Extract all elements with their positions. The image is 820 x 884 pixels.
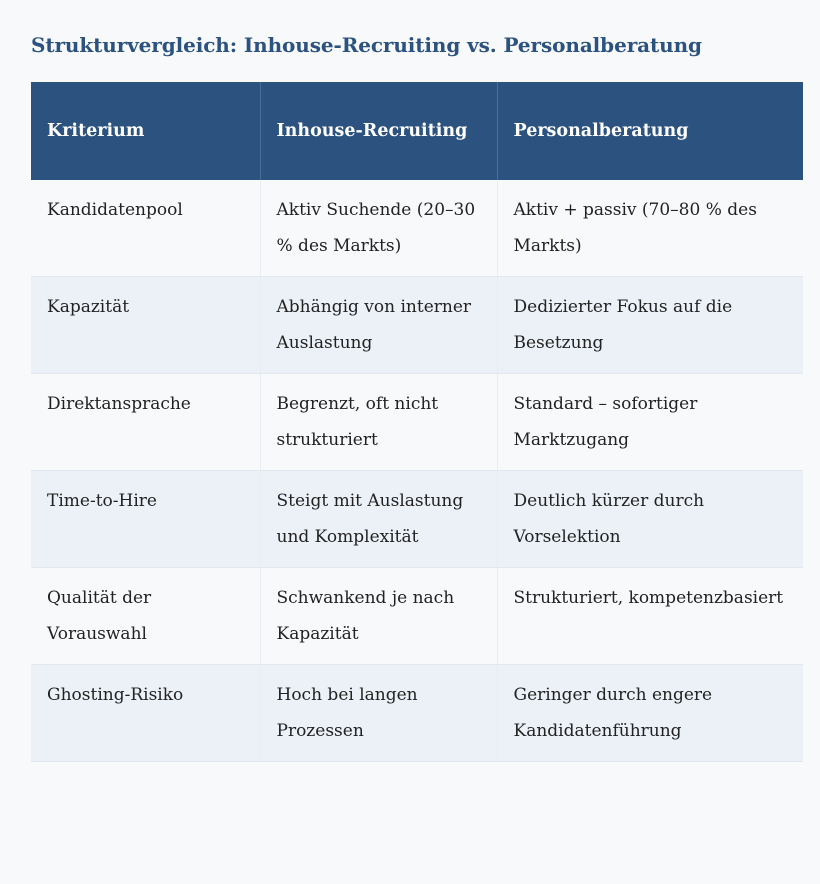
comparison-table bbox=[31, 82, 803, 762]
cell-personalberatung: Dedizierter Fokus auf die Besetzung bbox=[497, 277, 803, 374]
header-inhouse-recruiting: Inhouse-Recruiting bbox=[260, 82, 497, 180]
table-row bbox=[31, 277, 803, 374]
header-personalberatung: Personalberatung bbox=[497, 82, 803, 180]
cell-personalberatung: Aktiv + passiv (70–80 % des Markts) bbox=[497, 180, 803, 277]
cell-personalberatung: Geringer durch engere Kandidatenführung bbox=[497, 665, 803, 762]
table-row bbox=[31, 374, 803, 471]
cell-personalberatung: Standard – sofortiger Marktzugang bbox=[497, 374, 803, 471]
cell-inhouse: Steigt mit Auslastung und Komplexität bbox=[260, 471, 497, 568]
cell-inhouse: Schwankend je nach Kapazität bbox=[260, 568, 497, 665]
cell-criterion: Time-to-Hire bbox=[31, 471, 260, 568]
cell-criterion: Kandidatenpool bbox=[31, 180, 260, 277]
table-row bbox=[31, 665, 803, 762]
header-kriterium: Kriterium bbox=[31, 82, 260, 180]
cell-criterion: Direktansprache bbox=[31, 374, 260, 471]
table-row bbox=[31, 180, 803, 277]
cell-personalberatung: Strukturiert, kompetenzbasiert bbox=[497, 568, 803, 665]
cell-criterion: Qualität der Vorauswahl bbox=[31, 568, 260, 665]
cell-criterion: Ghosting-Risiko bbox=[31, 665, 260, 762]
cell-criterion: Kapazität bbox=[31, 277, 260, 374]
cell-inhouse: Abhängig von interner Auslastung bbox=[260, 277, 497, 374]
page-title: Strukturvergleich: Inhouse-Recruiting vs. Personalberatung bbox=[31, 33, 702, 57]
table-row bbox=[31, 568, 803, 665]
table-header-row bbox=[31, 82, 803, 180]
table-row bbox=[31, 471, 803, 568]
cell-inhouse: Hoch bei langen Prozessen bbox=[260, 665, 497, 762]
cell-personalberatung: Deutlich kürzer durch Vorselektion bbox=[497, 471, 803, 568]
cell-inhouse: Begrenzt, oft nicht strukturiert bbox=[260, 374, 497, 471]
cell-inhouse: Aktiv Suchende (20–30 % des Markts) bbox=[260, 180, 497, 277]
